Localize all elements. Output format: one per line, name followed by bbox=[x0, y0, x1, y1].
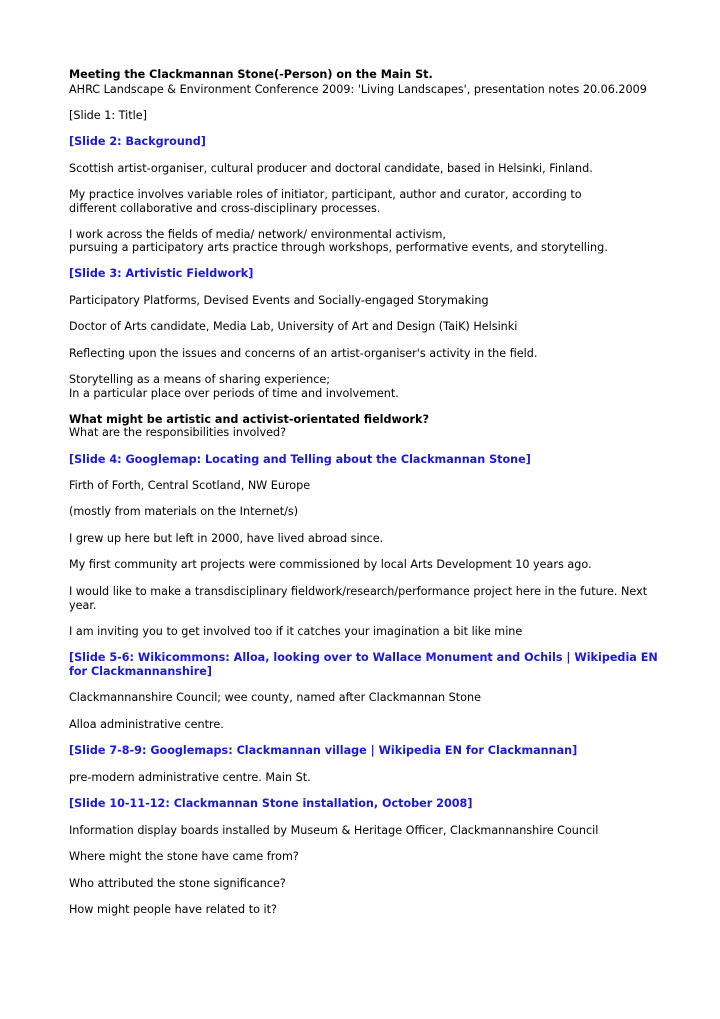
paragraph: Storytelling as a means of sharing experience; bbox=[69, 373, 331, 386]
slide-5-6-heading: [Slide 5-6: Wikicommons: Alloa, looking over to Wallace Monument and Ochils | Wikipedia EN bbox=[69, 651, 658, 664]
paragraph: Participatory Platforms, Devised Events and Socially-engaged Storymaking bbox=[69, 294, 489, 307]
slide-1-label: [Slide 1: Title] bbox=[69, 109, 148, 122]
paragraph: My practice involves variable roles of initiator, participant, author and curator, according to bbox=[69, 188, 582, 201]
paragraph: Reflecting upon the issues and concerns of an artist-organiser's activity in the field. bbox=[69, 347, 538, 360]
paragraph: year. bbox=[69, 599, 97, 612]
paragraph: Alloa administrative centre. bbox=[69, 718, 224, 731]
paragraph: In a particular place over periods of time and involvement. bbox=[69, 387, 399, 400]
paragraph: How might people have related to it? bbox=[69, 903, 277, 916]
slide-5-6-heading-cont: for Clackmannanshire] bbox=[69, 665, 212, 678]
paragraph: I grew up here but left in 2000, have lived abroad since. bbox=[69, 532, 384, 545]
paragraph: Firth of Forth, Central Scotland, NW Europe bbox=[69, 479, 311, 492]
paragraph: (mostly from materials on the Internet/s) bbox=[69, 505, 299, 518]
paragraph: I work across the fields of media/ network/ environmental activism, bbox=[69, 228, 446, 241]
paragraph: My first community art projects were commissioned by local Arts Development 10 years ago. bbox=[69, 558, 592, 571]
slide-2-heading: [Slide 2: Background] bbox=[69, 135, 206, 148]
paragraph: pre-modern administrative centre. Main St. bbox=[69, 771, 311, 784]
paragraph: Clackmannanshire Council; wee county, named after Clackmannan Stone bbox=[69, 691, 481, 704]
paragraph: I would like to make a transdisciplinary fieldwork/research/performance project here in the future. Next bbox=[69, 585, 648, 598]
paragraph: different collaborative and cross-disciplinary processes. bbox=[69, 202, 381, 215]
slide-4-heading: [Slide 4: Googlemap: Locating and Telling about the Clackmannan Stone] bbox=[69, 453, 531, 466]
paragraph: Where might the stone have came from? bbox=[69, 850, 299, 863]
doc-subtitle: AHRC Landscape & Environment Conference 2009: 'Living Landscapes', presentation notes 20.06.2009 bbox=[69, 83, 647, 96]
slide-10-11-12-heading: [Slide 10-11-12: Clackmannan Stone installation, October 2008] bbox=[69, 797, 473, 810]
paragraph: Information display boards installed by Museum & Heritage Officer, Clackmannanshire Council bbox=[69, 824, 599, 837]
question-bold: What might be artistic and activist-orientated fieldwork? bbox=[69, 413, 429, 426]
paragraph: pursuing a participatory arts practice through workshops, performative events, and storytelling. bbox=[69, 241, 608, 254]
paragraph: Who attributed the stone significance? bbox=[69, 877, 286, 890]
doc-title: Meeting the Clackmannan Stone(-Person) on the Main St. bbox=[69, 68, 433, 81]
slide-7-8-9-heading: [Slide 7-8-9: Googlemaps: Clackmannan village | Wikipedia EN for Clackmannan] bbox=[69, 744, 578, 757]
paragraph: Scottish artist-organiser, cultural producer and doctoral candidate, based in Helsinki, Finland. bbox=[69, 162, 593, 175]
paragraph: What are the responsibilities involved? bbox=[69, 426, 287, 439]
paragraph: I am inviting you to get involved too if it catches your imagination a bit like mine bbox=[69, 625, 523, 638]
slide-3-heading: [Slide 3: Artivistic Fieldwork] bbox=[69, 267, 254, 280]
paragraph: Doctor of Arts candidate, Media Lab, University of Art and Design (TaiK) Helsinki bbox=[69, 320, 518, 333]
